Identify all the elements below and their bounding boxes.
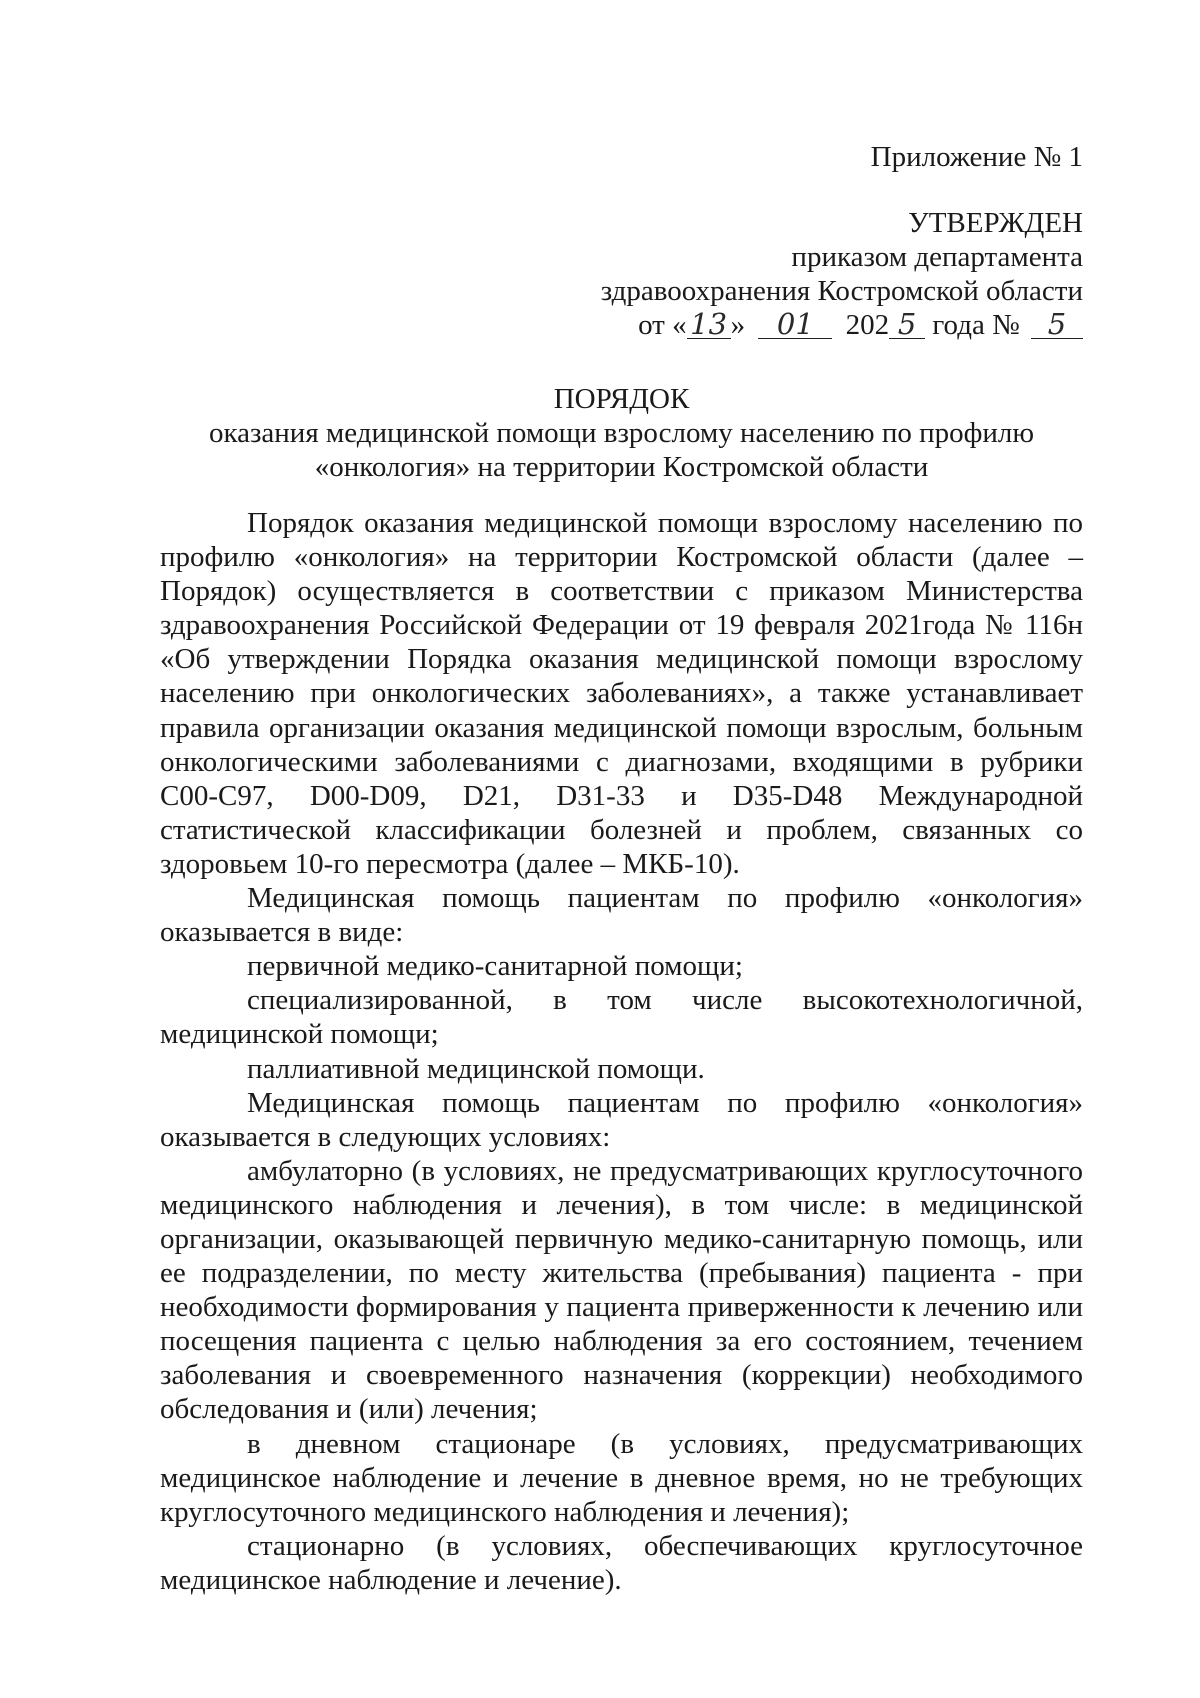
month-handwritten: 01 <box>758 310 832 339</box>
document-body <box>160 506 1083 1597</box>
list-item-inpatient: стационарно (в условиях, обеспечивающих круглосуточное медицинское наблюдение и лечение). <box>160 1529 1083 1596</box>
order-number-handwritten: 5 <box>1031 310 1083 339</box>
year-prefix: 202 <box>845 309 890 341</box>
appendix-label <box>871 140 1083 174</box>
approved-heading: УТВЕРЖДЕН <box>908 207 1083 239</box>
year-suffix: года № <box>932 309 1020 341</box>
document-subtitle <box>160 416 1083 484</box>
subtitle-line-1: оказания медицинской помощи взрослому населению по профилю <box>208 417 1035 449</box>
date-prefix: от « <box>638 309 687 341</box>
order-line-2: здравоохранения Костромской области <box>600 275 1083 307</box>
paragraph-care-types: Медицинская помощь пациентам по профилю «онкология» оказывается в виде: <box>160 882 1083 949</box>
list-item-primary-care: первичной медико-санитарной помощи; <box>247 950 743 983</box>
list-item-day-hospital: в дневном стационаре (в условиях, предусматривающих медицинское наблюдение и лечение в дневное время, но не требующих круглосуточного медицинского наблюдения и лечения); <box>160 1427 1083 1528</box>
day-handwritten: 13 <box>687 310 731 339</box>
year-digit-handwritten: 5 <box>889 310 925 339</box>
approval-block <box>601 206 1083 342</box>
paragraph-care-conditions: Медицинская помощь пациентам по профилю «онкология» оказывается в следующих условиях: <box>160 1086 1083 1153</box>
date-mid: » <box>730 309 746 341</box>
subtitle-line-2: «онкология» на территории Костромской области <box>314 451 929 483</box>
list-item-palliative-care: паллиативной медицинской помощи. <box>247 1052 705 1085</box>
document-title: ПОРЯДОК <box>553 383 690 415</box>
order-date-line <box>601 308 1083 342</box>
order-line-1: приказом департамента <box>791 241 1083 273</box>
list-item-specialized-care: специализированной, в том числе высокотехнологичной, медицинской помощи; <box>160 984 1083 1051</box>
appendix-text: Приложение № 1 <box>870 141 1083 173</box>
paragraph-intro: Порядок оказания медицинской помощи взрослому населению по профилю «онкология» на территории Костромской области (далее – Порядок) осуществляется в соответствии с приказом Министерства здравоохранения Российской Федерации от 19 февраля 2021года № 116н «Об утверждении Порядка оказания медицинской помощи взрослому населению при онкологических заболеваниях», а также устанавливает правила организации оказания медицинской помощи взрослым, больным онкологическими заболеваниями с диагнозами, входящими в рубрики С00-С97, D00-D09, D21, D31-33 и D35-D48 Международной статистической классификации болезней и проблем, связанных со здоровьем 10-го пересмотра (далее – МКБ-10). <box>160 507 1083 880</box>
list-item-outpatient: амбулаторно (в условиях, не предусматривающих круглосуточного медицинского наблюдения и лечения), в том числе: в медицинской организации, оказывающей первичную медико-санитарную помощь, или ее подразделении, по месту жительства (пребывания) пациента - при необходимости формирования у пациента приверженности к лечению или посещения пациента с целью наблюдения за его состоянием, течением заболевания и своевременного назначения (коррекции) необходимого обследования и (или) лечения; <box>160 1154 1083 1426</box>
